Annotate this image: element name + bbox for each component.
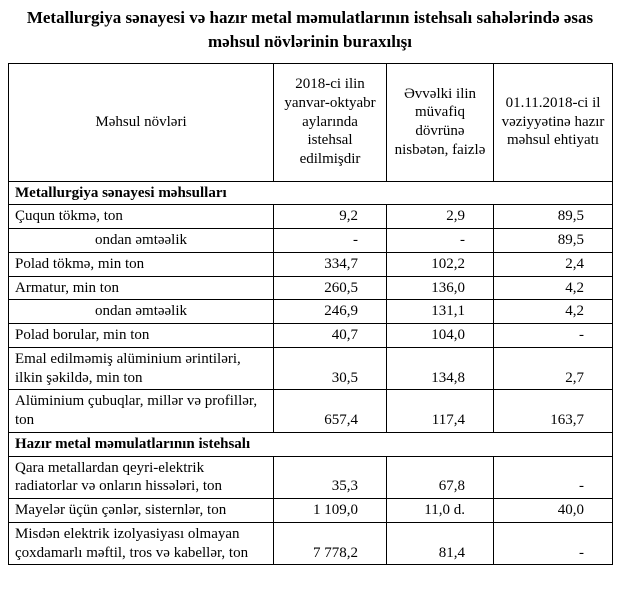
value-cell: 11,0 d.: [387, 499, 494, 523]
header-row: [9, 63, 613, 181]
value-cell: 2,4: [494, 252, 613, 276]
product-name: Alüminium çubuqlar, millər və profillər, ton: [9, 390, 274, 433]
table-row: [9, 390, 613, 433]
value-cell: 4,2: [494, 300, 613, 324]
value-cell: 131,1: [387, 300, 494, 324]
value-cell: 35,3: [274, 456, 387, 499]
product-name: Çuqun tökmə, ton: [9, 205, 274, 229]
section-label: Hazır metal məmulatlarının istehsalı: [9, 432, 613, 456]
value-cell: 163,7: [494, 390, 613, 433]
value-cell: 89,5: [494, 229, 613, 253]
table-body: [9, 181, 613, 565]
product-name: ondan əmtəəlik: [9, 300, 274, 324]
value-cell: 9,2: [274, 205, 387, 229]
value-cell: 334,7: [274, 252, 387, 276]
section-row: [9, 181, 613, 205]
value-cell: -: [494, 456, 613, 499]
value-cell: 7 778,2: [274, 522, 387, 565]
table-row: [9, 324, 613, 348]
column-header-stock: 01.11.2018-ci il vəziyyətinə hazır məhsul ehtiyatı: [494, 63, 613, 181]
table-row: [9, 252, 613, 276]
value-cell: 2,9: [387, 205, 494, 229]
column-header-percent: Əvvəlki ilin müvafiq dövrünə nisbətən, faizlə: [387, 63, 494, 181]
section-row: [9, 432, 613, 456]
value-cell: 104,0: [387, 324, 494, 348]
table-row: [9, 205, 613, 229]
product-name: Qara metallardan qeyri-elektrik radiatorlar və onların hissələri, ton: [9, 456, 274, 499]
table-row: [9, 456, 613, 499]
value-cell: -: [387, 229, 494, 253]
product-name: ondan əmtəəlik: [9, 229, 274, 253]
value-cell: 657,4: [274, 390, 387, 433]
value-cell: 89,5: [494, 205, 613, 229]
product-name: Mayelər üçün çənlər, sisternlər, ton: [9, 499, 274, 523]
table-row: [9, 499, 613, 523]
value-cell: 81,4: [387, 522, 494, 565]
value-cell: -: [494, 324, 613, 348]
product-name: Misdən elektrik izolyasiyası olmayan çoxdamarlı məftil, tros və kabellər, ton: [9, 522, 274, 565]
table-row: [9, 300, 613, 324]
table-row: [9, 229, 613, 253]
product-name: Emal edilməmiş alüminium ərintiləri, ilkin şəkildə, min ton: [9, 347, 274, 390]
value-cell: 246,9: [274, 300, 387, 324]
value-cell: 4,2: [494, 276, 613, 300]
value-cell: 67,8: [387, 456, 494, 499]
page-title: Metallurgiya sənayesi və hazır metal məmulatlarının istehsalı sahələrində əsas məhsul növlərinin buraxılışı: [26, 8, 594, 51]
value-cell: 2,7: [494, 347, 613, 390]
column-header-produced: 2018-ci ilin yanvar-oktyabr aylarında istehsal edilmişdir: [274, 63, 387, 181]
value-cell: 134,8: [387, 347, 494, 390]
product-name: Polad borular, min ton: [9, 324, 274, 348]
value-cell: 40,7: [274, 324, 387, 348]
value-cell: 40,0: [494, 499, 613, 523]
table-row: [9, 347, 613, 390]
column-header-products: Məhsul növləri: [9, 63, 274, 181]
section-label: Metallurgiya sənayesi məhsulları: [9, 181, 613, 205]
value-cell: -: [494, 522, 613, 565]
value-cell: 136,0: [387, 276, 494, 300]
value-cell: 117,4: [387, 390, 494, 433]
value-cell: 260,5: [274, 276, 387, 300]
value-cell: -: [274, 229, 387, 253]
table-row: [9, 276, 613, 300]
product-name: Polad tökmə, min ton: [9, 252, 274, 276]
value-cell: 102,2: [387, 252, 494, 276]
product-name: Armatur, min ton: [9, 276, 274, 300]
table-row: [9, 522, 613, 565]
production-table: [8, 63, 613, 566]
value-cell: 30,5: [274, 347, 387, 390]
value-cell: 1 109,0: [274, 499, 387, 523]
